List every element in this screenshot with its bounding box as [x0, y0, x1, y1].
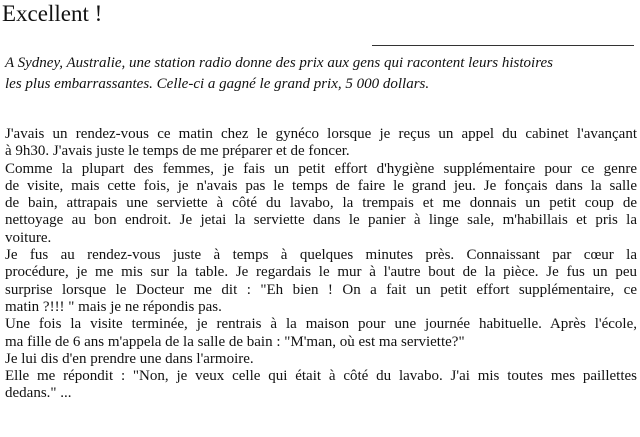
- article-intro: [5, 53, 637, 95]
- body-line: de bain, attrapais une serviette à côté du lavabo, la trempais et me donnais un petit coup de: [5, 195, 637, 212]
- body-line: Je lui dis d'en prendre une dans l'armoire.: [5, 350, 254, 367]
- body-line: à 9h30. J'avais juste le temps de me préparer et de foncer.: [5, 143, 350, 160]
- body-line: dedans." ...: [5, 385, 72, 402]
- body-line: Comme la plupart des femmes, je fais un petit effort d'hygiène supplémentaire pour ce genre: [5, 160, 637, 177]
- body-line: Je fus au rendez-vous juste à temps à quelques minutes près. Connaissant par cœur la: [5, 247, 637, 264]
- body-line: ma fille de 6 ans m'appela de la salle de bain : "M'man, où est ma serviette?": [5, 333, 465, 350]
- body-line: voiture.: [5, 229, 52, 246]
- article-body: [5, 126, 637, 403]
- body-line: J'avais un rendez-vous ce matin chez le gynéco lorsque je reçus un appel du cabinet l'avançant: [5, 126, 637, 142]
- body-line: matin ?!!! " mais je ne répondis pas.: [5, 298, 222, 315]
- body-line: surprise lorsque le Docteur me dit : "Eh bien ! On a fait un petit effort supplémentaire, ce: [5, 281, 637, 298]
- body-line: nettoyage au bon endroit. Je jetai la serviette dans le panier à linge sale, m'habillais et pris la: [5, 212, 637, 229]
- intro-line: les plus embarrassantes. Celle-ci a gagné le grand prix, 5 000 dollars.: [5, 76, 430, 92]
- body-line: Elle me répondit : "Non, je veux celle qui était à côté du lavabo. J'ai mis toutes mes paillettes: [5, 368, 637, 385]
- body-line: Une fois la visite terminée, je rentrais à la maison pour une journée habituelle. Après l'école,: [5, 316, 637, 333]
- intro-line: A Sydney, Australie, une station radio donne des prix aux gens qui racontent leurs histoires: [5, 55, 554, 71]
- intro-rule: [372, 45, 634, 46]
- body-line: de visite, mais cette fois, je n'avais pas le temps de faire le grand jeu. Je fonçais dans la salle: [5, 177, 637, 194]
- article-title: Excellent !: [2, 1, 103, 26]
- body-line: procédure, je me mis sur la table. Je regardais le mur à l'autre bout de la pièce. Je fus un peu: [5, 264, 637, 281]
